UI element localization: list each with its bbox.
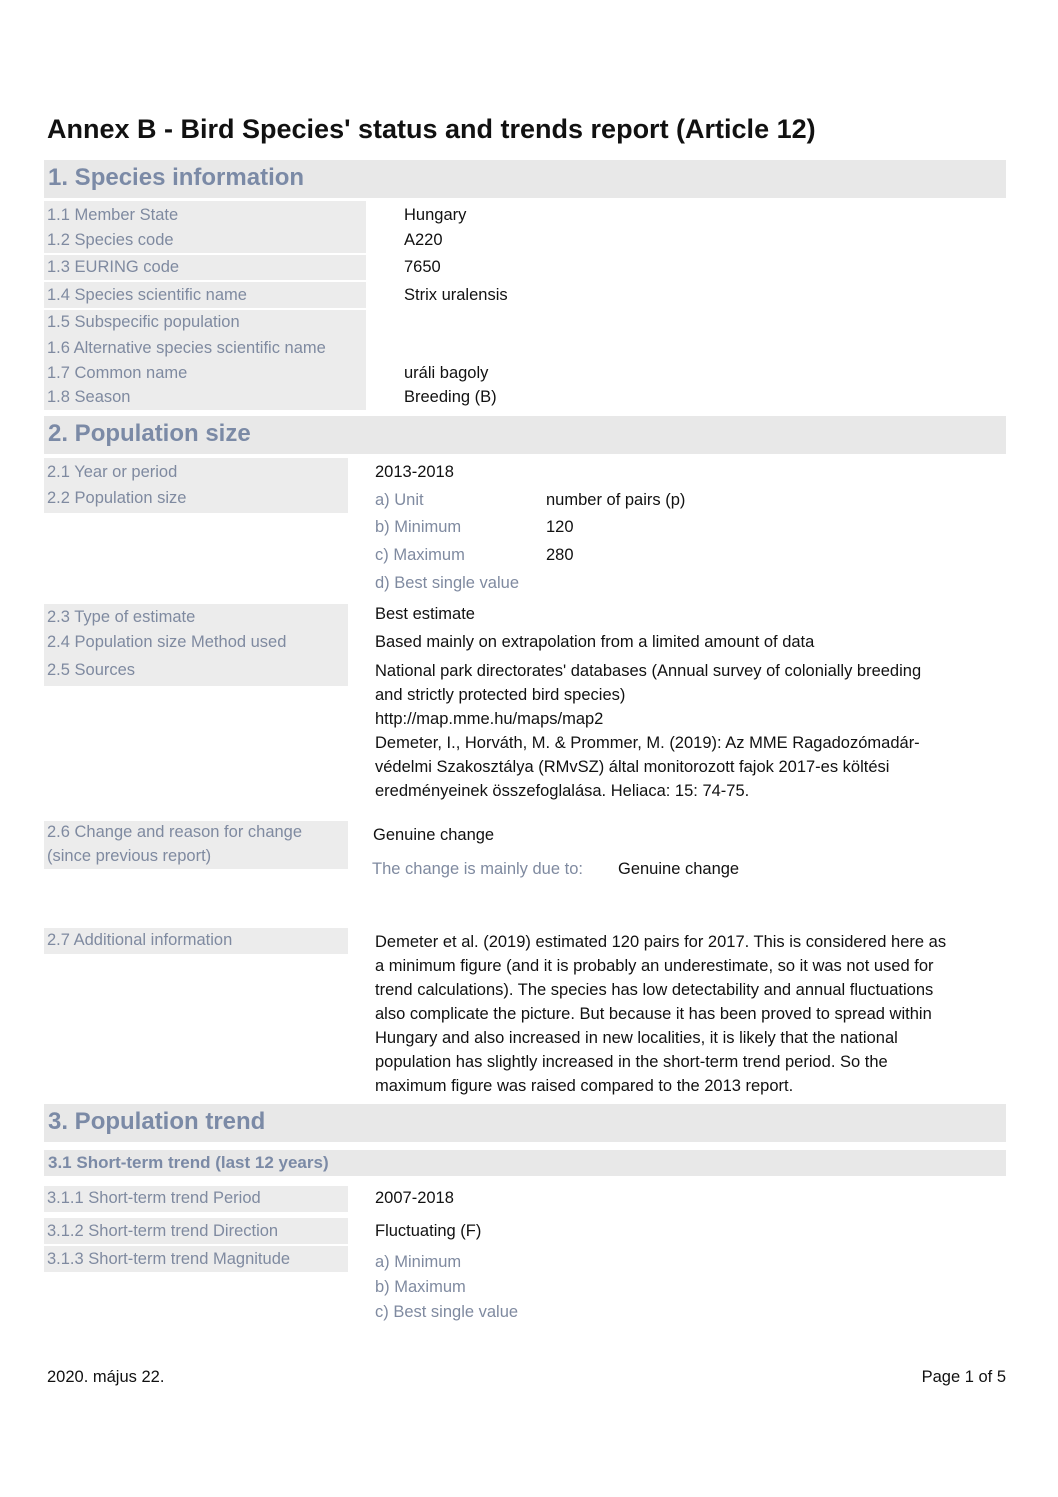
footer-date: 2020. május 22. bbox=[47, 1368, 165, 1386]
change-label: 2.6 Change and reason for change bbox=[47, 823, 303, 841]
trend-period-label: 3.1.1 Short-term trend Period bbox=[47, 1189, 261, 1207]
change-reason-value: Genuine change bbox=[618, 860, 740, 878]
maximum-label: c) Maximum bbox=[375, 546, 465, 564]
change-reason-label: The change is mainly due to: bbox=[372, 860, 583, 878]
minimum-value: 120 bbox=[546, 518, 574, 536]
minimum-label: b) Minimum bbox=[375, 518, 462, 536]
euring-code-value: 7650 bbox=[404, 258, 441, 276]
magnitude-best-value-label: c) Best single value bbox=[375, 1303, 519, 1321]
common-name-value: uráli bagoly bbox=[404, 364, 489, 382]
trend-magnitude-label: 3.1.3 Short-term trend Magnitude bbox=[47, 1250, 291, 1268]
unit-label: a) Unit bbox=[375, 491, 424, 509]
sources-label: 2.5 Sources bbox=[47, 661, 136, 679]
subspecific-population-label: 1.5 Subspecific population bbox=[47, 313, 240, 331]
maximum-value: 280 bbox=[546, 546, 574, 564]
season-label: 1.8 Season bbox=[47, 388, 131, 406]
member-state-value: Hungary bbox=[404, 206, 467, 224]
document-title: Annex B - Bird Species' status and trends report (Article 12) bbox=[47, 114, 816, 144]
subsection-3-1-header bbox=[44, 1150, 1006, 1176]
footer-page-number: Page 1 of 5 bbox=[921, 1368, 1006, 1386]
section-3-title: 3. Population trend bbox=[48, 1108, 266, 1135]
change-value: Genuine change bbox=[373, 826, 495, 844]
additional-info-label: 2.7 Additional information bbox=[47, 931, 233, 949]
member-state-label: 1.1 Member State bbox=[47, 206, 179, 224]
estimate-type-value: Best estimate bbox=[375, 605, 475, 623]
additional-line: also complicate the picture. But because it has been proved to spread within bbox=[375, 1005, 932, 1023]
magnitude-maximum-label: b) Maximum bbox=[375, 1278, 466, 1296]
additional-line: maximum figure was raised compared to the 2013 report. bbox=[375, 1077, 794, 1095]
trend-period-value: 2007-2018 bbox=[375, 1189, 454, 1207]
sources-link[interactable]: http://map.mme.hu/maps/map2 bbox=[375, 710, 604, 728]
subsection-3-1-title: 3.1 Short-term trend (last 12 years) bbox=[48, 1153, 329, 1172]
scientific-name-label: 1.4 Species scientific name bbox=[47, 286, 247, 304]
sources-line: Demeter, I., Horváth, M. & Prommer, M. (2019): Az MME Ragadozómadár- bbox=[375, 734, 920, 752]
section-3-header bbox=[44, 1104, 1006, 1142]
population-size-label: 2.2 Population size bbox=[47, 489, 187, 507]
additional-line: population has slightly increased in the short-term trend period. So the bbox=[375, 1053, 888, 1071]
additional-line: Demeter et al. (2019) estimated 120 pairs for 2017. This is considered here as bbox=[375, 933, 947, 951]
sources-line: eredményeinek összefoglalása. Heliaca: 15: 74-75. bbox=[375, 782, 750, 800]
additional-line: a minimum figure (and it is probably an underestimate, so it was not used for bbox=[375, 957, 934, 975]
section-2-header bbox=[44, 416, 1006, 454]
trend-direction-label: 3.1.2 Short-term trend Direction bbox=[47, 1222, 279, 1240]
section-1-title: 1. Species information bbox=[48, 164, 305, 191]
sources-line: National park directorates' databases (Annual survey of colonially breeding bbox=[375, 662, 922, 680]
species-code-label: 1.2 Species code bbox=[47, 231, 174, 249]
scientific-name-value: Strix uralensis bbox=[404, 286, 508, 304]
best-single-value-label: d) Best single value bbox=[375, 574, 519, 592]
section-1-header bbox=[44, 160, 1006, 198]
species-code-value: A220 bbox=[404, 231, 443, 249]
method-used-label: 2.4 Population size Method used bbox=[47, 633, 287, 651]
estimate-type-label: 2.3 Type of estimate bbox=[47, 608, 196, 626]
sources-line: védelmi Szakosztálya (RMvSZ) által monitorozott fajok 2017-es költési bbox=[375, 758, 890, 776]
euring-code-label: 1.3 EURING code bbox=[47, 258, 180, 276]
change-label-cont: (since previous report) bbox=[47, 847, 212, 865]
sources-text bbox=[375, 659, 921, 803]
common-name-label: 1.7 Common name bbox=[47, 364, 188, 382]
method-used-value: Based mainly on extrapolation from a limited amount of data bbox=[375, 633, 815, 651]
additional-line: trend calculations). The species has low detectability and annual fluctuations bbox=[375, 981, 934, 999]
year-period-value: 2013-2018 bbox=[375, 463, 454, 481]
year-period-label: 2.1 Year or period bbox=[47, 463, 178, 481]
additional-info-text bbox=[375, 930, 946, 1098]
section-2-title: 2. Population size bbox=[48, 420, 251, 447]
trend-direction-value: Fluctuating (F) bbox=[375, 1222, 482, 1240]
sources-line: and strictly protected bird species) bbox=[375, 686, 626, 704]
additional-line: Hungary and also increased in new localities, it is likely that the national bbox=[375, 1029, 898, 1047]
alternative-name-label: 1.6 Alternative species scientific name bbox=[47, 339, 326, 357]
magnitude-minimum-label: a) Minimum bbox=[375, 1253, 462, 1271]
season-value: Breeding (B) bbox=[404, 388, 497, 406]
unit-value: number of pairs (p) bbox=[546, 491, 686, 509]
